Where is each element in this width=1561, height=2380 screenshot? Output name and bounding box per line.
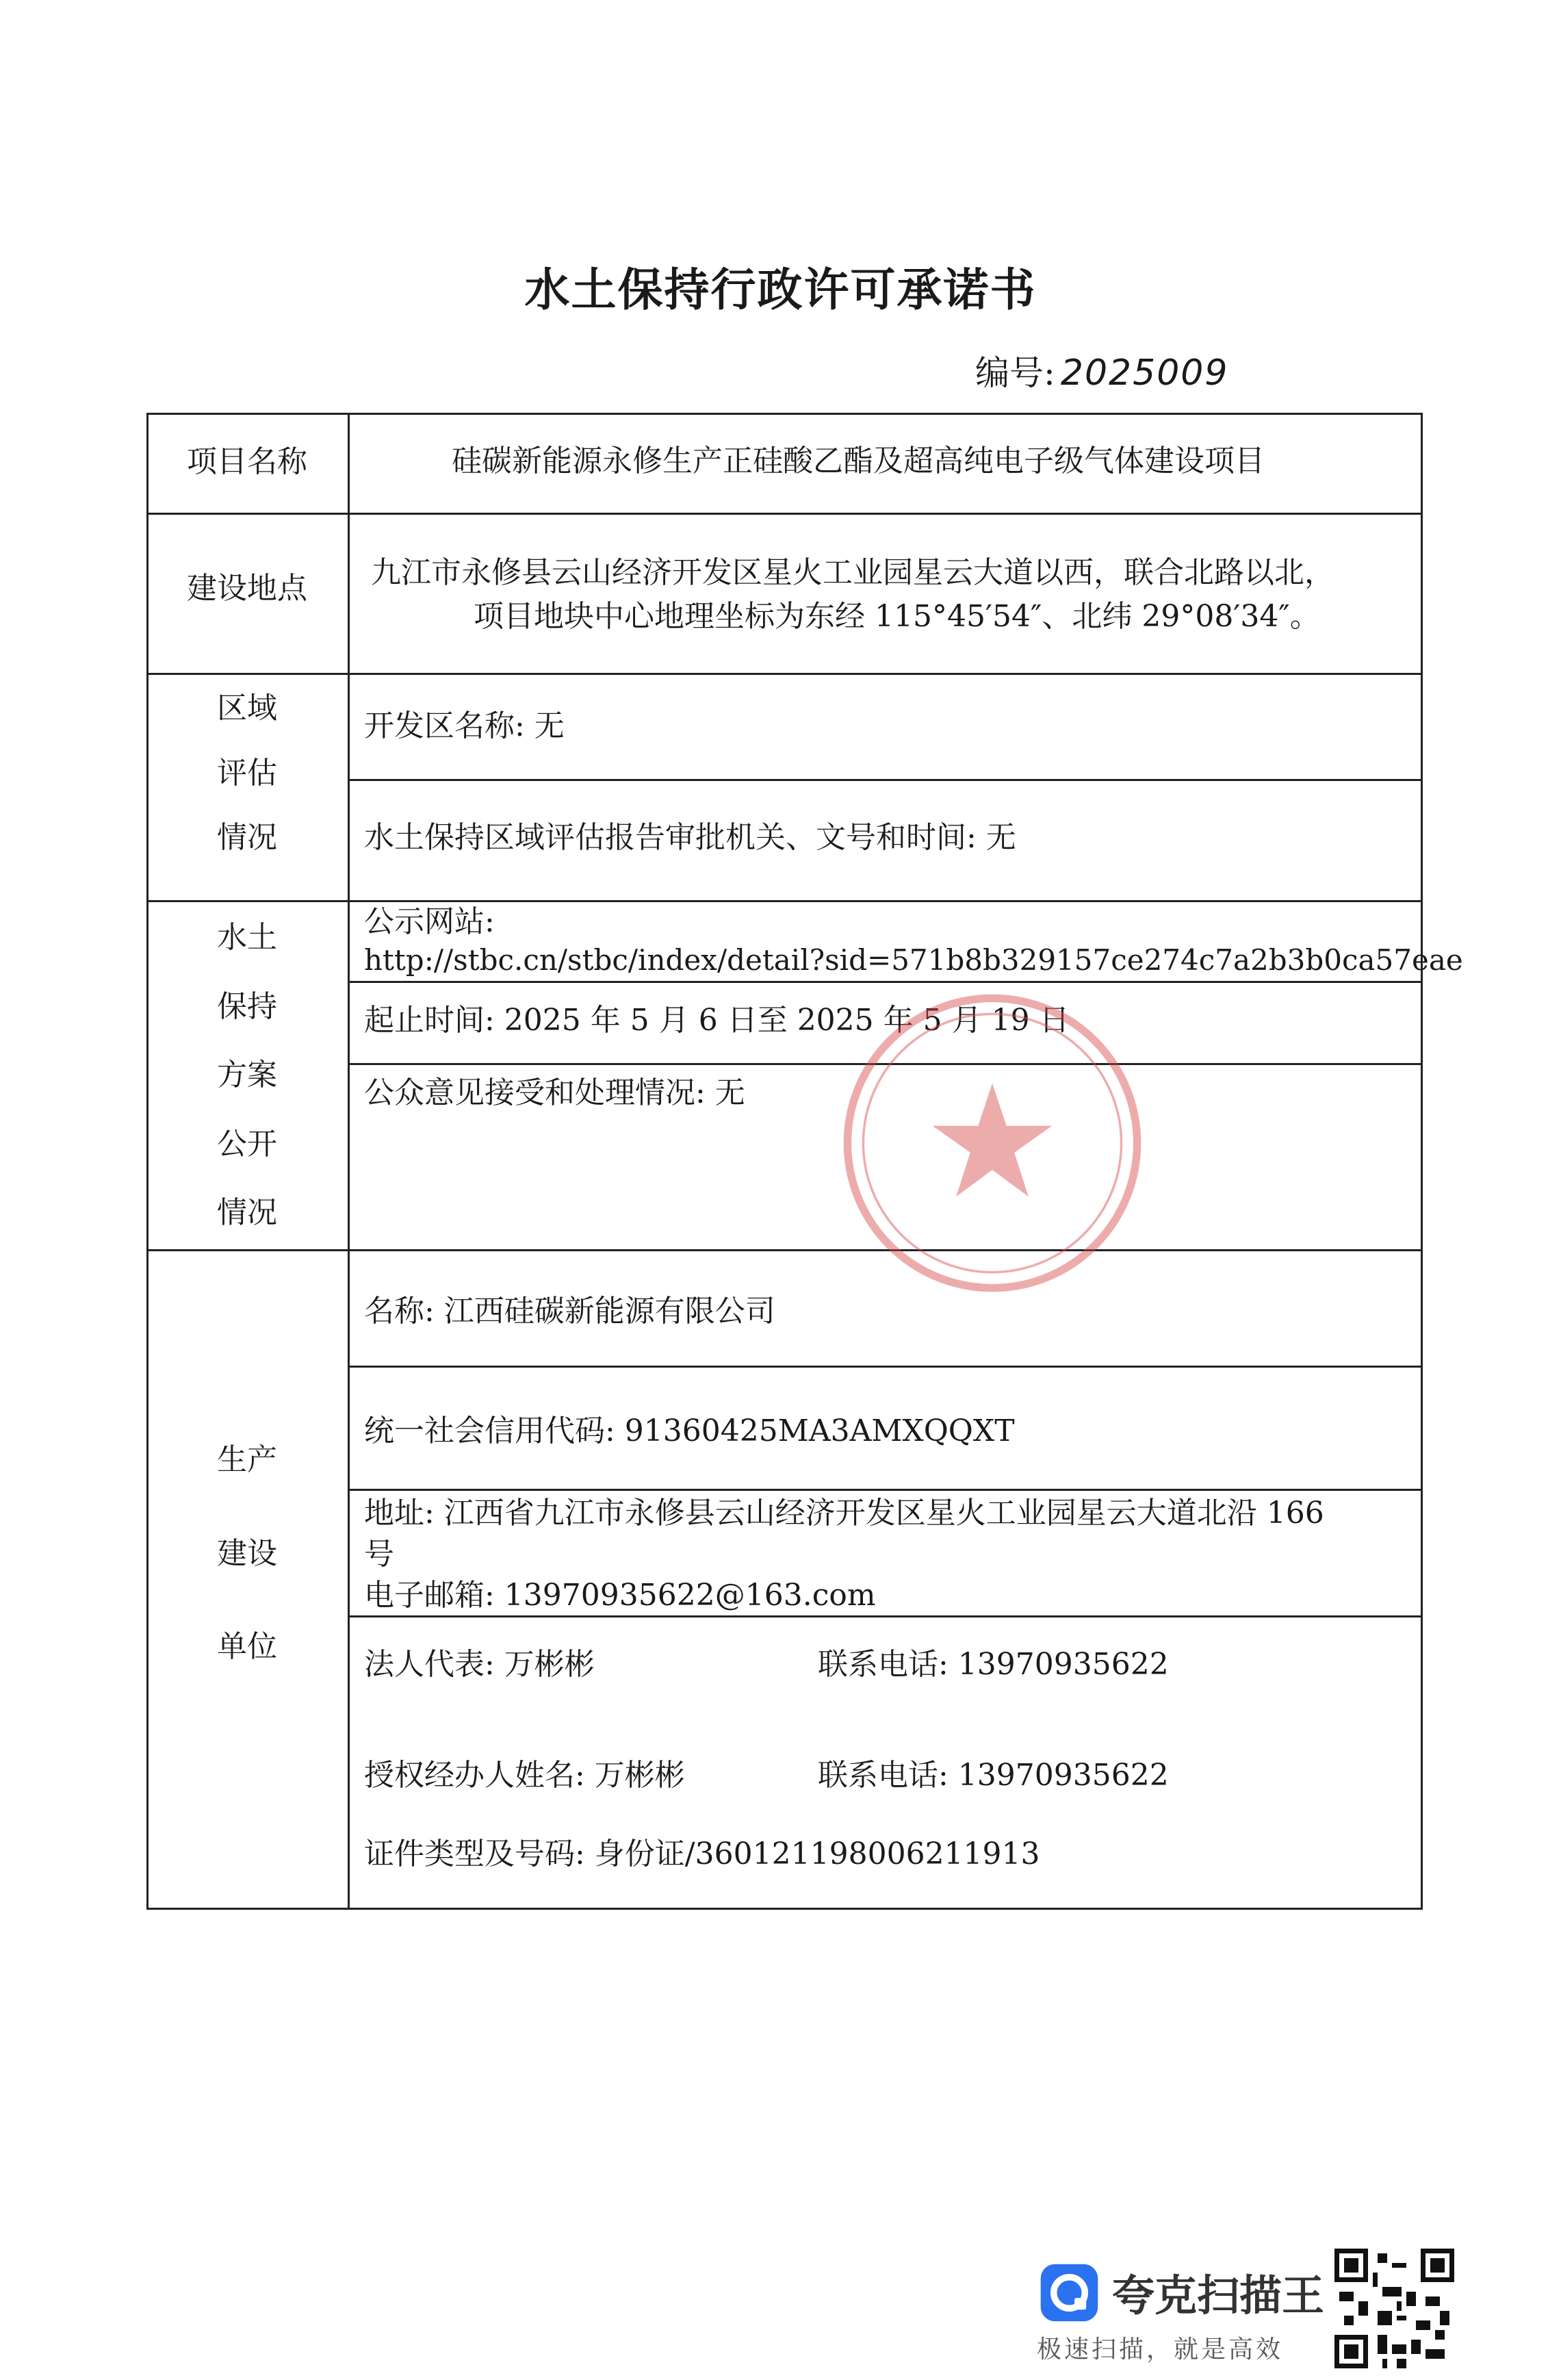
serial-value: 2025009: [1060, 353, 1229, 394]
location-label: 建设地点: [187, 571, 307, 606]
row-divider: [146, 900, 1423, 902]
assessment-report: 水土保持区域评估报告审批机关、文号和时间: 无: [364, 820, 1016, 855]
development-zone-name: 开发区名称: 无: [364, 708, 565, 743]
authorized-agent: 授权经办人姓名: 万彬彬: [364, 1758, 685, 1793]
publicity-label: 水土 保持 方案 公开 情况: [217, 920, 277, 1231]
project-name-value: 硅碳新能源永修生产正硅酸乙酯及超高纯电子级气体建设项目: [452, 444, 1265, 478]
publicity-period: 起止时间: 2025 年 5 月 6 日至 2025 年 5 月 19 日: [364, 1003, 1070, 1038]
qr-code-icon: [1334, 2249, 1454, 2368]
row-divider: [348, 1489, 1423, 1491]
location-line-1: 九江市永修县云山经济开发区星火工业园星云大道以西，联合北路以北，: [371, 555, 1334, 590]
row-divider: [146, 1249, 1423, 1251]
project-name-label: 项目名称: [187, 444, 307, 479]
unit-address-line-2: 号: [364, 1537, 394, 1572]
construction-unit-label: 生产 建设 单位: [217, 1442, 277, 1665]
public-feedback: 公众意见接受和处理情况: 无: [364, 1075, 745, 1110]
agent-phone: 联系电话: 13970935622: [818, 1758, 1169, 1793]
regional-assessment-label: 区域 评估 情况: [217, 691, 277, 856]
id-document: 证件类型及号码: 身份证/360121198006211913: [364, 1837, 1040, 1871]
unit-email: 电子邮箱: 13970935622@163.com: [364, 1578, 876, 1613]
scanner-logo-icon: [1037, 2260, 1102, 2325]
scanner-slogan: 极速扫描，就是高效: [1037, 2336, 1284, 2364]
location-line-2: 项目地块中心地理坐标为东经 115°45′54″、北纬 29°08′34″。: [474, 599, 1320, 634]
row-divider: [146, 513, 1423, 515]
unit-address-line-1: 地址: 江西省九江市永修县云山经济开发区星火工业园星云大道北沿 166: [364, 1496, 1324, 1531]
official-seal-icon: [835, 986, 1150, 1301]
serial-number: [975, 346, 1228, 395]
row-divider: [348, 1366, 1423, 1368]
serial-label: 编号:: [975, 353, 1055, 393]
row-divider: [348, 779, 1423, 781]
publicity-site-label: 公示网站:: [364, 904, 495, 939]
credit-code: 统一社会信用代码: 91360425MA3AMXQQXT: [364, 1413, 1015, 1448]
publicity-site-url[interactable]: http://stbc.cn/stbc/index/detail?sid=571b8b329157ce274c7a2b3b0ca57eae: [364, 943, 1463, 977]
row-divider: [348, 981, 1423, 983]
unit-name: 名称: 江西硅碳新能源有限公司: [364, 1294, 775, 1329]
document-title: 水土保持行政许可承诺书: [524, 263, 1037, 316]
row-divider: [146, 673, 1423, 675]
row-divider: [348, 1615, 1423, 1617]
column-divider: [348, 413, 350, 1910]
legal-representative: 法人代表: 万彬彬: [364, 1647, 595, 1682]
scanner-brand-name: 夸克扫描王: [1112, 2270, 1325, 2320]
legal-rep-phone: 联系电话: 13970935622: [818, 1647, 1169, 1682]
